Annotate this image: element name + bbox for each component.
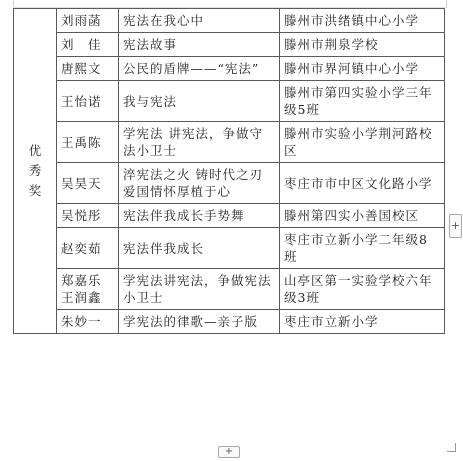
- table-row: [14, 81, 445, 122]
- ruler-tick-right: [446, 0, 447, 7]
- school-cell: 滕州市荆泉学校: [280, 33, 445, 57]
- table-row: [14, 163, 445, 204]
- school-cell: 山亭区第一实验学校六年级3班: [280, 269, 445, 310]
- category-cell: [14, 9, 57, 334]
- name-cell: 王禹陈: [57, 122, 119, 163]
- school-cell: 滕州市第四实验小学三年级5班: [280, 81, 445, 122]
- table-row: [14, 9, 445, 33]
- table-row: [14, 269, 445, 310]
- title-cell: 学宪法 讲宪法，争做守法小卫士: [119, 122, 280, 163]
- table-row: [14, 57, 445, 81]
- title-cell: 宪法故事: [119, 33, 280, 57]
- title-cell: 我与宪法: [119, 81, 280, 122]
- table-row: [14, 228, 445, 269]
- table-row: [14, 204, 445, 228]
- name-cell: 赵奕茹: [57, 228, 119, 269]
- category-label: 优秀奖: [28, 143, 42, 198]
- school-cell: 枣庄市立新小学: [280, 310, 445, 334]
- name-cell: 王怡诺: [57, 81, 119, 122]
- title-cell: 淬宪法之火 铸时代之刃 爱国情怀厚植于心: [119, 163, 280, 204]
- school-cell: 枣庄市立新小学二年级8班: [280, 228, 445, 269]
- school-cell: 滕州市实验小学荆河路校区: [280, 122, 445, 163]
- title-cell: 宪法在我心中: [119, 9, 280, 33]
- add-row-button[interactable]: +: [218, 446, 240, 458]
- name-cell: 吴悦彤: [57, 204, 119, 228]
- ruler-tick-left: [13, 0, 14, 7]
- table-row: [14, 310, 445, 334]
- add-column-button[interactable]: +: [449, 214, 462, 238]
- name-cell: 朱妙一: [57, 310, 119, 334]
- table-row: [14, 33, 445, 57]
- table-row: [14, 122, 445, 163]
- school-cell: 滕州市洪绪镇中心小学: [280, 9, 445, 33]
- title-cell: 宪法伴我成长手势舞: [119, 204, 280, 228]
- name-cell: 唐熙文: [57, 57, 119, 81]
- table-resize-handle[interactable]: [447, 443, 456, 452]
- school-cell: 滕州市界河镇中心小学: [280, 57, 445, 81]
- award-table: [13, 8, 445, 334]
- title-cell: 学宪法讲宪法，争做宪法小卫士: [119, 269, 280, 310]
- name-cell: 郑嘉乐 王润鑫: [57, 269, 119, 310]
- school-cell: 枣庄市市中区文化路小学: [280, 163, 445, 204]
- school-cell: 滕州第四实小善国校区: [280, 204, 445, 228]
- title-cell: 宪法伴我成长: [119, 228, 280, 269]
- name-cell: 刘 佳: [57, 33, 119, 57]
- name-cell: 吴昊天: [57, 163, 119, 204]
- title-cell: 公民的盾牌——“宪法”: [119, 57, 280, 81]
- title-cell: 学宪法的律歌—亲子版: [119, 310, 280, 334]
- name-cell: 刘雨菡: [57, 9, 119, 33]
